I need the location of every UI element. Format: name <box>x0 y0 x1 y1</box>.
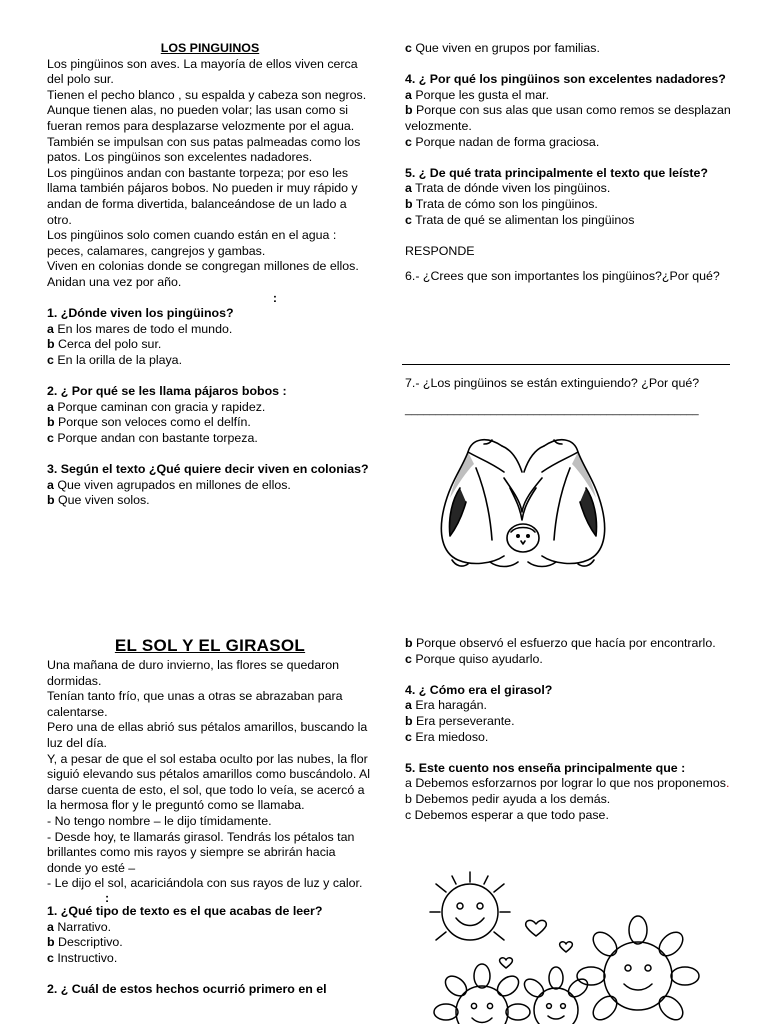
answer-option[interactable]: a Debemos esforzarnos por lograr lo que nos proponemos. <box>405 776 730 791</box>
penguins-question-6: 6.- ¿Crees que son importantes los pingüinos?¿Por qué? <box>405 269 720 284</box>
answer-option[interactable]: b Debemos pedir ayuda a los demás. <box>405 791 611 806</box>
answer-option[interactable]: b Porque son veloces como el delfín. <box>47 415 251 430</box>
answer-option[interactable]: c Instructivo. <box>47 950 118 965</box>
answer-option[interactable]: b Descriptivo. <box>47 935 123 950</box>
penguins-illustration <box>432 428 614 570</box>
sunflower-question-5: 5. Este cuento nos enseña principalmente que : <box>405 760 686 775</box>
answer-option[interactable]: c Que viven en grupos por familias. <box>405 41 600 55</box>
answer-option[interactable]: c Porque nadan de forma graciosa. <box>405 134 600 149</box>
answer-option[interactable]: b Porque con sus alas que usan como remos se desplazan velozmente. <box>405 103 731 133</box>
answer-option[interactable]: b Trata de cómo son los pingüinos. <box>405 196 598 211</box>
sunflower-question-4: 4. ¿ Cómo era el girasol? <box>405 682 553 697</box>
sunflower-paragraph-5: - No tengo nombre – le dijo tímidamente. <box>47 813 272 828</box>
penguins-paragraph-6: Viven en colonias donde se congregan millones de ellos. Anidan una vez por año. <box>47 259 359 289</box>
penguins-paragraph-4: Los pingüinos andan con bastante torpeza; por eso les llama también pájaros bobos. No pueden ir muy rápido y andan de forma divertida, balanceándose de un lado a otro. <box>47 165 358 227</box>
answer-option[interactable]: c Porque quiso ayudarlo. <box>405 651 543 666</box>
penguins-colon-mark: : <box>272 290 278 305</box>
answer-option[interactable]: b Porque observó el esfuerzo que hacía por encontrarlo. <box>405 636 716 650</box>
sunflower-title: EL SOL Y EL GIRASOL <box>114 636 306 655</box>
penguins-question-2: 2. ¿ Por qué se les llama pájaros bobos : <box>47 384 287 399</box>
sunflower-paragraph-2: Tenían tanto frío, que unas a otras se abrazaban para calentarse. <box>47 689 343 719</box>
answer-option[interactable]: c En la orilla de la playa. <box>47 352 183 367</box>
penguins-left-column <box>47 41 373 509</box>
penguins-paragraph-1: Los pingüinos son aves. La mayoría de ellos viven cerca del polo sur. <box>47 56 358 87</box>
penguins-question-1: 1. ¿Dónde viven los pingüinos? <box>47 306 234 321</box>
penguins-question-7: 7.- ¿Los pingüinos se están extinguiendo? ¿Por qué? <box>405 376 700 390</box>
answer-line-6[interactable] <box>402 364 730 365</box>
sunflower-question-1: 1. ¿Qué tipo de texto es el que acabas de leer? <box>47 903 323 918</box>
answer-option[interactable]: c Porque andan con bastante torpeza. <box>47 430 258 445</box>
sunflower-paragraph-6: - Desde hoy, te llamarás girasol. Tendrás los pétalos tan brillantes como mis rayos y siempre se abrirán hacia donde yo esté – <box>47 829 355 875</box>
penguins-paragraph-3: Aunque tienen alas, no pueden volar; las usan como si fueran remos para desplazarse velozmente por el agua. También se impulsan con sus patas palmeadas como los patos. Los pingüinos son excelentes nadadores. <box>47 103 361 165</box>
answer-option[interactable]: a Narrativo. <box>47 919 112 934</box>
answer-option[interactable]: a Trata de dónde viven los pingüinos. <box>405 181 611 196</box>
penguins-question-4: 4. ¿ Por qué los pingüinos son excelentes nadadores? <box>405 72 726 87</box>
answer-option[interactable]: c Era miedoso. <box>405 729 489 744</box>
answer-option[interactable]: b Era perseverante. <box>405 713 515 728</box>
sunflower-paragraph-1: Una mañana de duro invierno, las flores se quedaron dormidas. <box>47 658 340 688</box>
answer-option[interactable]: c Trata de qué se alimentan los pingüinos <box>405 212 635 227</box>
answer-option[interactable]: a Que viven agrupados en millones de ellos. <box>47 477 291 492</box>
sunflower-paragraph-7: - Le dijo el sol, acariciándola con sus rayos de luz y calor. <box>47 876 363 891</box>
sun-and-sunflowers-illustration <box>406 864 718 1024</box>
responde-label: RESPONDE <box>405 243 475 258</box>
sunflower-paragraph-4: Y, a pesar de que el sol estaba oculto por las nubes, la flor siguió elevando sus pétalos amarillos como buscándolo. Al darse cuenta de esto, el sol, que todo lo veía, se acercó a la hermosa flor y le preguntó como se llamaba. <box>47 751 371 813</box>
penguins-right-column <box>405 41 735 285</box>
penguins-paragraph-2: Tienen el pecho blanco , su espalda y cabeza son negros. <box>47 87 367 102</box>
answer-option[interactable]: a Porque les gusta el mar. <box>405 87 549 102</box>
penguins-title: LOS PINGUINOS <box>160 41 260 55</box>
sunflower-left-column <box>47 636 373 997</box>
answer-option[interactable]: b Que viven solos. <box>47 493 150 508</box>
answer-option[interactable]: a Porque caminan con gracia y rapidez. <box>47 399 266 414</box>
sunflower-question-2: 2. ¿ Cuál de estos hechos ocurrió primero en el <box>47 981 327 996</box>
sunflower-colon-mark: : <box>105 890 110 905</box>
penguins-question-5: 5. ¿ De qué trata principalmente el texto que leíste? <box>405 165 708 180</box>
answer-option[interactable]: a Era haragán. <box>405 698 487 713</box>
answer-line-7[interactable]: ________________________________________________ <box>405 404 699 416</box>
penguins-paragraph-5: Los pingüinos solo comen cuando están en el agua : peces, calamares, cangrejos y gambas. <box>47 228 337 258</box>
sunflower-paragraph-3: Pero una de ellas abrió sus pétalos amarillos, buscando la luz del día. <box>47 720 368 750</box>
answer-option[interactable]: b Cerca del polo sur. <box>47 337 162 352</box>
sunflower-right-column <box>405 636 735 823</box>
answer-option[interactable]: a En los mares de todo el mundo. <box>47 321 233 336</box>
answer-option[interactable]: c Debemos esperar a que todo pase. <box>405 807 609 822</box>
penguins-question-3: 3. Según el texto ¿Qué quiere decir viven en colonias? <box>47 462 369 477</box>
